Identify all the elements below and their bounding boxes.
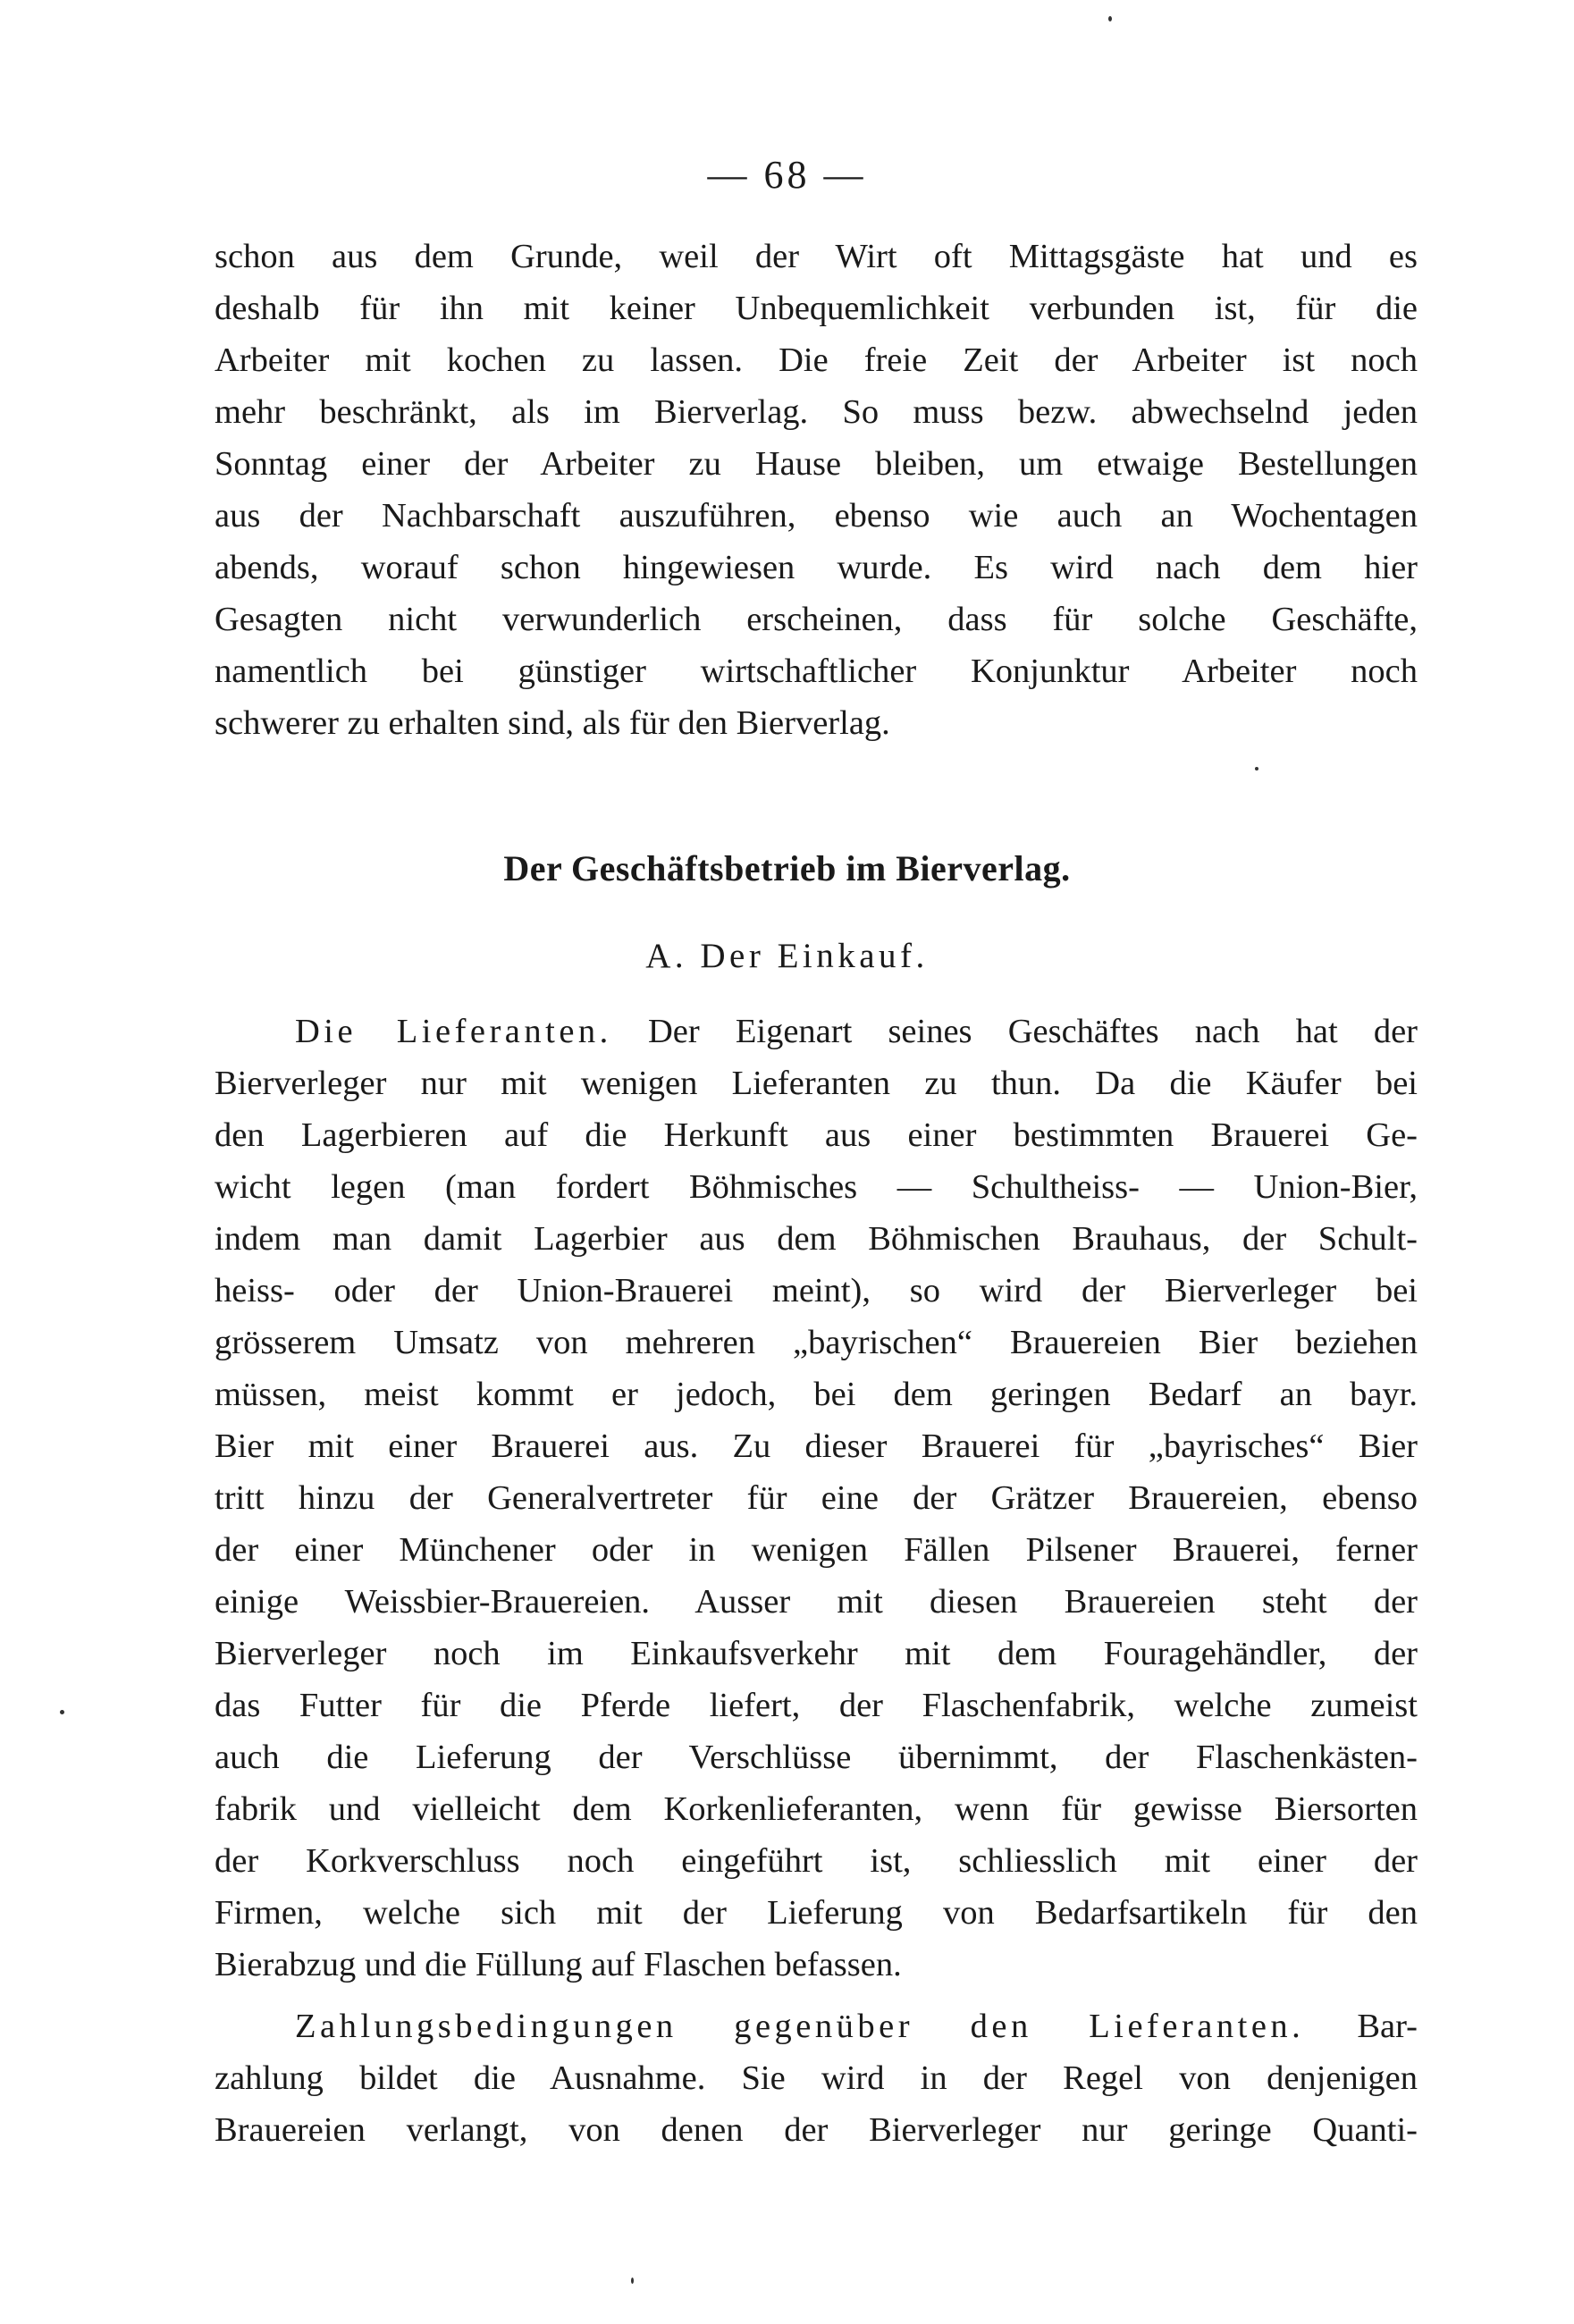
text-line: müssen, meist kommt er jedoch, bei dem geringen Bedarf an bayr. [215, 1376, 1418, 1413]
paragraph-3 [215, 2000, 1418, 2156]
text-line: tritt hinzu der Generalvertreter für eine der Grätzer Brauereien, ebenso [215, 1479, 1418, 1517]
text-line: namentlich bei günstiger wirtschaftlicher Konjunktur Arbeiter noch [215, 653, 1418, 690]
section-heading: Der Geschäftsbetrieb im Bierverlag. [503, 848, 1071, 888]
text-line: aus der Nachbarschaft auszuführen, ebenso wie auch an Wochentagen [215, 497, 1418, 535]
text-line: wicht legen (man fordert Böhmisches — Schultheiss- — Union-Bier, [215, 1168, 1418, 1206]
text-line: schon aus dem Grunde, weil der Wirt oft Mittagsgäste hat und es [215, 238, 1418, 275]
text-line: zahlung bildet die Ausnahme. Sie wird in der Regel von denjenigen [215, 2059, 1418, 2097]
text-line: Bierverleger noch im Einkaufsverkehr mit dem Fouragehändler, der [215, 1635, 1418, 1672]
text-line: Brauereien verlangt, von denen der Bierverleger nur geringe Quanti- [215, 2111, 1418, 2149]
run-in-heading: Zahlungsbedingungen gegenüber den Lieferanten. [295, 2008, 1305, 2045]
scan-speck [60, 1710, 64, 1714]
text-line: Bier mit einer Brauerei aus. Zu dieser Brauerei für „bayrisches“ Bier [215, 1427, 1418, 1465]
text-line: Sonntag einer der Arbeiter zu Hause bleiben, um etwaige Bestellungen [215, 445, 1418, 483]
text-line: deshalb für ihn mit keiner Unbequemlichkeit verbunden ist, für die [215, 290, 1418, 327]
run-in-heading: Die Lieferanten. [295, 1013, 612, 1050]
scan-speck [631, 2278, 634, 2284]
paragraph-1 [215, 231, 1418, 749]
text-line: einige Weissbier-Brauereien. Ausser mit diesen Brauereien steht der [215, 1583, 1418, 1621]
text-line: Gesagten nicht verwunderlich erscheinen, dass für solche Geschäfte, [215, 601, 1418, 638]
scan-speck [1255, 767, 1258, 770]
text-line: den Lagerbieren auf die Herkunft aus einer bestimmten Brauerei Ge- [215, 1116, 1418, 1154]
text-line: heiss- oder der Union-Brauerei meint), so wird der Bierverleger bei [215, 1272, 1418, 1309]
text-line: grösserem Umsatz von mehreren „bayrischen“ Brauereien Bier beziehen [215, 1324, 1418, 1361]
text-line: Firmen, welche sich mit der Lieferung von Bedarfsartikeln für den [215, 1894, 1418, 1932]
text-run: Bar- [1304, 2008, 1418, 2045]
section-subheading: A. Der Einkauf. [645, 937, 929, 975]
text-run: Der Eigenart seines Geschäftes nach hat der [611, 1013, 1418, 1050]
page-number: — 68 — [707, 153, 867, 197]
text-line: Bierverleger nur mit wenigen Lieferanten zu thun. Da die Käufer bei [215, 1065, 1418, 1102]
text-line-first [215, 2000, 1418, 2052]
text-line: abends, worauf schon hingewiesen wurde. Es wird nach dem hier [215, 549, 1418, 586]
paragraph-2 [215, 1006, 1418, 1991]
text-line: fabrik und vielleicht dem Korkenlieferanten, wenn für gewisse Biersorten [215, 1790, 1418, 1828]
text-line-first [215, 1006, 1418, 1057]
text-line: Arbeiter mit kochen zu lassen. Die freie Zeit der Arbeiter ist noch [215, 341, 1418, 379]
text-line: das Futter für die Pferde liefert, der Flaschenfabrik, welche zumeist [215, 1687, 1418, 1724]
text-line: mehr beschränkt, als im Bierverlag. So muss bezw. abwechselnd jeden [215, 393, 1418, 431]
text-line: der einer Münchener oder in wenigen Fällen Pilsener Brauerei, ferner [215, 1531, 1418, 1569]
text-line: schwerer zu erhalten sind, als für den Bierverlag. [215, 704, 890, 742]
scan-speck [1108, 16, 1112, 21]
text-line: der Korkverschluss noch eingeführt ist, schliesslich mit einer der [215, 1842, 1418, 1880]
text-line: Bierabzug und die Füllung auf Flaschen befassen. [215, 1946, 902, 1983]
text-line: indem man damit Lagerbier aus dem Böhmischen Brauhaus, der Schult- [215, 1220, 1418, 1258]
text-line: auch die Lieferung der Verschlüsse übernimmt, der Flaschenkästen- [215, 1739, 1418, 1776]
